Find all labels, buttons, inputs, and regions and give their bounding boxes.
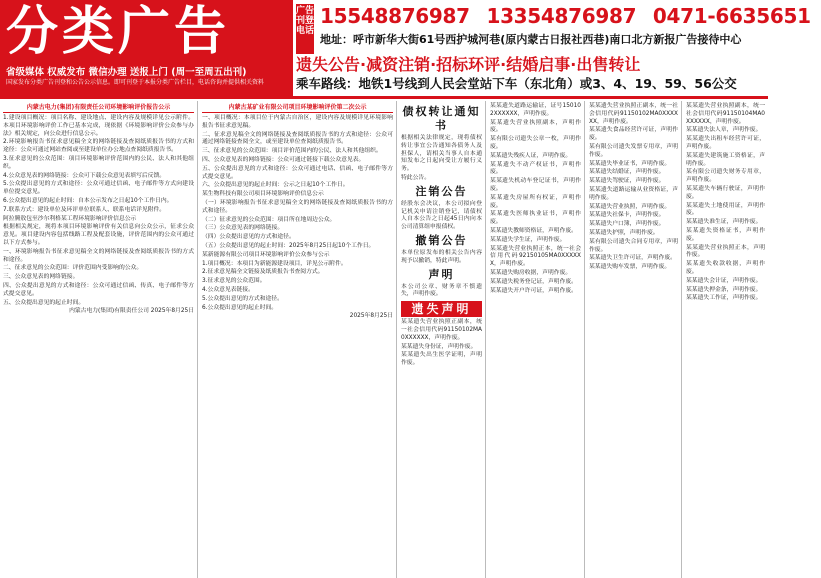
- notice-paragraph: 某某遗失营业执照副本，声明作废。: [490, 119, 581, 134]
- paragraph-list: [686, 103, 765, 303]
- notice-paragraph: 某有限公司遗失合同专用章，声明作废。: [589, 238, 678, 253]
- notice-paragraph: 某有限公司遗失公章一枚，声明作废。: [490, 136, 581, 150]
- column-3: [398, 101, 486, 578]
- bus-route: 乘车路线：地铁1号线到人民会堂站下车（东北角）或3、4、19、59、56公交: [296, 76, 737, 91]
- ad-phone-tag: 广告刊登电话: [296, 4, 314, 54]
- notice-paragraph: 5.公众提出意见的方式和途径：公众可通过信函、电子邮件等方式向建设单位提交意见。: [3, 181, 194, 196]
- notice-paragraph: 某某遗失驾驶证，声明作废。: [589, 178, 665, 185]
- notice-paragraph: 某某遗失土地使用证，声明作废。: [686, 202, 765, 217]
- notice-paragraph: 某某遗失残疾人证，声明作废。: [490, 152, 572, 159]
- notice-paragraph: 6.公众提出意见的起止时间：自本公示发布之日起10个工作日内。: [3, 197, 173, 204]
- notice-paragraph: 某某遗失工作证，声明作废。: [686, 295, 762, 302]
- notice-paragraph: 2.环境影响报告书征求意见稿全文的网络链接及查阅纸质报告书的方式和途径：公众可通过网站查阅或至建设单位办公地点查阅纸质报告书。: [3, 139, 194, 154]
- ad-columns: [0, 101, 768, 578]
- notice-paragraph: 某某遗失护照，声明作废。: [589, 229, 659, 236]
- brand-block: [0, 0, 293, 96]
- notice-paragraph: （五）公众提出意见的起止时间：2025年8月25日起10个工作日。: [202, 242, 375, 249]
- notice-title: 债权转让通知书: [402, 105, 481, 132]
- notice-paragraph: 某某遗失收款收据，声明作废。: [686, 261, 765, 275]
- lost-notice-banner: 遗失声明: [401, 301, 482, 317]
- paragraph-list: [401, 319, 482, 368]
- notice-paragraph: 3.征求意见的公众范围：项目环境影响评价范围内的公民、法人和其他组织。: [3, 155, 194, 170]
- notice-paragraph: 某某遗失医师执业证书，声明作废。: [490, 211, 581, 226]
- notice-paragraph: 某某遗失道路运输从业资格证，声明作废。: [589, 186, 678, 201]
- notice-paragraph: 某某遗失社保卡，声明作废。: [589, 212, 665, 219]
- paragraph-list: [401, 284, 482, 300]
- notice-heading: 内蒙古某矿业有限公司项目环境影响评价第二次公示: [202, 104, 393, 113]
- notice-paragraph: 某某遗失税务登记证，声明作废。: [490, 278, 577, 285]
- paragraph-list: [401, 250, 482, 266]
- notice-paragraph: 某某遗失卫生许可证，声明作废。: [589, 255, 676, 262]
- notice-paragraph: 一、项目概况：本项目位于内蒙古自治区，建设内容及规模详见环境影响报告书征求意见稿。: [202, 115, 393, 129]
- notice-paragraph: （二）征求意见的公众范围：项目所在地周边公众。: [202, 216, 336, 223]
- column-5: [586, 101, 682, 578]
- notice-paragraph: 1.项目概况：本项目为新能源建设项目，详见公示附件。: [202, 260, 347, 267]
- column-1: [0, 101, 198, 578]
- notice-paragraph: 三、公众意见表的网络链接。: [3, 274, 79, 281]
- notice-paragraph: 本单位原发布的相关公告内容现予以撤销，特此声明。: [401, 249, 482, 264]
- notice-title: 声明: [428, 267, 455, 281]
- notice-paragraph: 某某遗失机动车登记证书，声明作废。: [490, 178, 581, 192]
- notice-paragraph: 某某遗失出生医学证明，声明作废。: [401, 352, 482, 367]
- notice-paragraph: 7.联系方式：建设单位及环评单位联系人、联系电话详见附件。: [3, 206, 166, 213]
- notice-heading: 内蒙古电力(集团)有限责任公司环境影响评价报告公示: [3, 104, 194, 113]
- notice-paragraph: 某某遗失营业执照，声明作废。: [589, 203, 671, 210]
- notice-paragraph: 某某遗失教师资格证，声明作废。: [490, 227, 577, 234]
- notice-paragraph: 某有限公司遗失发票专用章，声明作废。: [589, 143, 678, 158]
- notice-paragraph: 5.公众提出意见的方式和途径。: [202, 295, 283, 302]
- notice-paragraph: 经股东会决议，本公司拟向登记机关申请注销登记，请债权人自本公告之日起45日内向本公司清算组申报债权。: [401, 200, 482, 231]
- paragraph-list: [202, 115, 393, 312]
- paragraph-list: [589, 103, 678, 272]
- notice-paragraph: 某某遗失食品经营许可证，声明作废。: [589, 127, 678, 142]
- notice-paragraph: 某生物科技有限公司项目环境影响评价信息公示: [202, 191, 324, 198]
- notice-paragraph: 五、公众提出意见的方式和途径：公众可通过电话、信函、电子邮件等方式提交意见。: [202, 165, 393, 180]
- notice-paragraph: 某某遗失结婚证，声明作废。: [589, 169, 665, 176]
- paragraph-list: [490, 103, 581, 295]
- notice-title: 注销公告: [415, 184, 468, 198]
- notice-paragraph: 某某遗失营业执照正副本，统一社会信用代码91150102MA0XXXXXX，声明作废。: [589, 103, 678, 125]
- page-title: 分类广告: [6, 1, 231, 62]
- notice-paragraph: 四、公众意见表的网络链接：公众可通过链接下载公众意见表。: [202, 156, 365, 163]
- notice-paragraph: 某某遗失资格证书，声明作废。: [686, 227, 765, 242]
- notice-paragraph: 三、征求意见的公众范围：项目评价范围内的公民、法人和其他组织。: [202, 148, 382, 155]
- notice-paragraph: 某某遗失道路运输证，证号150102XXXXXX，声明作废。: [490, 103, 581, 117]
- notice-paragraph: 2.征求意见稿全文链接及纸质报告书查阅方式。: [202, 269, 324, 276]
- notice-title: 撤销公告: [415, 233, 468, 247]
- notice-signature: 内蒙古电力(集团)有限责任公司 2025年8月25日: [69, 308, 194, 315]
- notice-paragraph: 特此公告。: [401, 174, 430, 181]
- notice-paragraph: 某某遗失房屋所有权证，声明作废。: [490, 194, 581, 209]
- notice-paragraph: 某某遗失法人章，声明作废。: [686, 127, 762, 134]
- notice-paragraph: （三）公众意见表的网络链接。: [202, 225, 284, 232]
- notice-paragraph: （四）公众提出意见的方式和途径。: [202, 234, 295, 241]
- notice-paragraph: 某某遗失购房收据，声明作废。: [490, 269, 572, 276]
- notice-paragraph: 某某遗失营业执照正本，统一社会信用代码92150105MA0XXXXXX，声明作废。: [490, 245, 581, 268]
- notice-signature: 2025年8月25日: [349, 313, 393, 320]
- notice-paragraph: 某某遗失押金条，声明作废。: [686, 286, 762, 293]
- column-4: [487, 101, 585, 578]
- phone-number: 0471-6635651: [652, 4, 811, 28]
- services-list: 遗失公告·减资注销·招标环评·结婚启事·出售转让: [296, 55, 641, 74]
- masthead: [0, 0, 811, 96]
- address: 地址：呼市新华大街61号西护城河巷(原内蒙古日报社西巷)南口北方新报广告接待中心: [320, 33, 742, 46]
- notice-paragraph: 某某遗失准生证，声明作废。: [686, 219, 762, 226]
- notice-paragraph: 某某遗失营业执照正本，声明作废。: [686, 244, 765, 259]
- notice-paragraph: 某有限公司遗失财务专用章，声明作废。: [686, 169, 765, 184]
- notice-paragraph: 某某遗失不动产权证书，声明作废。: [490, 161, 581, 176]
- phone-number: 13354876987: [486, 4, 637, 28]
- brand-note: 国家发布分类广告刊登和公告公示信息。即可刊登于本报分类广告栏目，电话咨询并提供相关资料: [6, 79, 265, 86]
- notice-paragraph: 根据相关规定，现将本项目环境影响评价有关信息向公众公示，征求公众意见。项目建设内容包括线路工程及配套设施，评价范围内的公众可通过以下方式参与。: [3, 224, 194, 246]
- column-2: [199, 101, 397, 578]
- phone-numbers: [320, 4, 821, 28]
- notice-paragraph: （一）环境影响报告书征求意见稿全文的网络链接及查阅纸质报告书的方式和途径。: [202, 199, 393, 214]
- paragraph-list: [401, 135, 482, 183]
- notice-paragraph: 某某遗失车辆行驶证，声明作废。: [686, 185, 765, 200]
- paragraph-list: [401, 201, 482, 232]
- notice-paragraph: 某某遗失身份证，声明作废。: [401, 343, 477, 350]
- notice-paragraph: 1.建设项目概况：项目名称、建设地点、建设内容及规模详见公示附件。本项目环境影响评价工作已基本完成，现依据《环境影响评价公众参与办法》相关规定，向公众进行信息公示。: [3, 115, 194, 137]
- notice-paragraph: 根据相关法律规定，现将债权转让事宜公告通知各债务人及担保人，请相关当事人自本通知发布之日起向受让方履行义务。: [401, 135, 482, 173]
- notice-paragraph: 4.公众意见表的网络链接：公众可下载公众意见表填写后反馈。: [3, 172, 166, 179]
- brand-slogan: 省级媒体 权威发布 微信办理 送报上门 (周一至周五出刊): [6, 67, 247, 78]
- phone-number: 15548876987: [320, 4, 470, 28]
- notice-paragraph: 某某遗失毕业证书，声明作废。: [589, 160, 671, 167]
- notice-paragraph: 3.征求意见的公众范围。: [202, 278, 266, 285]
- notice-paragraph: 某某遗失出租车经营许可证，声明作废。: [686, 136, 765, 150]
- column-6: [683, 101, 768, 578]
- notice-paragraph: 某新能源有限公司项目环境影响评价公众参与公示: [202, 251, 330, 258]
- notice-paragraph: 6.公众提出意见的起止时间。: [202, 304, 278, 311]
- notice-paragraph: 某某遗失营业执照副本，统一社会信用代码91150104MA0XXXXXX，声明作废。: [686, 103, 765, 125]
- notice-paragraph: 阿拉腾敖包至沙尔利格某工程环境影响评价信息公示: [3, 215, 137, 222]
- notice-paragraph: 四、公众提出意见的方式和途径：公众可通过信函、传真、电子邮件等方式提交意见。: [3, 282, 194, 297]
- notice-paragraph: 某某遗失建筑施工资格证，声明作废。: [686, 152, 765, 167]
- notice-paragraph: 某某遗失户口簿，声明作废。: [589, 221, 665, 228]
- header-divider: [0, 96, 768, 99]
- notice-paragraph: 某某遗失开户许可证，声明作废。: [490, 287, 577, 294]
- notice-paragraph: 某某遗失营业执照正副本，统一社会信用代码91150102MA0XXXXXX，声明作废。: [401, 319, 482, 341]
- notice-paragraph: 六、公众提出意见的起止时间：公示之日起10个工作日。: [202, 182, 349, 189]
- notice-paragraph: 4.公众意见表链接。: [202, 286, 254, 293]
- notice-paragraph: 二、征求意见稿全文的网络链接及查阅纸质报告书的方式和途径：公众可通过网络链接查阅全文，或至建设单位查阅纸质报告书。: [202, 131, 393, 146]
- notice-paragraph: 一、环境影响报告书征求意见稿全文的网络链接及查阅纸质报告书的方式和途径。: [3, 248, 194, 263]
- notice-paragraph: 本公司公章、财务章不慎遗失，声明作废。: [401, 283, 482, 298]
- paragraph-list: [3, 115, 194, 307]
- notice-paragraph: 某某遗失购车发票，声明作废。: [589, 264, 671, 271]
- notice-paragraph: 某某遗失学生证，声明作废。: [490, 236, 566, 243]
- notice-paragraph: 二、征求意见的公众范围：评价范围内受影响的公众。: [3, 265, 143, 272]
- notice-paragraph: 五、公众提出意见的起止时间。: [3, 299, 85, 306]
- notice-paragraph: 某某遗失会计证，声明作废。: [686, 277, 762, 284]
